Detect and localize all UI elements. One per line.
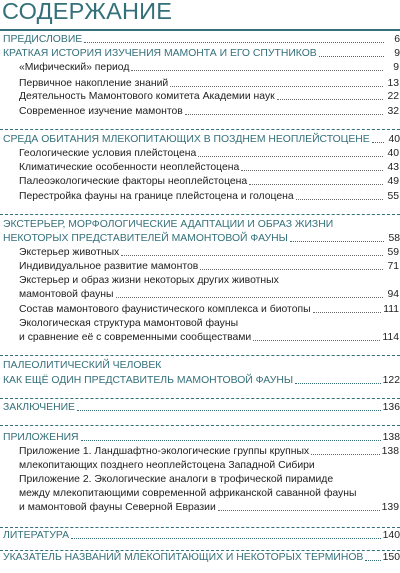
toc-entry-title: ПАЛЕОЛИТИЧЕСКИЙ ЧЕЛОВЕК: [3, 360, 162, 371]
toc-subsection-entry[interactable]: [0, 473, 400, 486]
dot-leader: [198, 155, 383, 157]
dot-leader: [313, 311, 382, 313]
toc-page-number: 122: [382, 375, 400, 386]
toc-subsection-entry[interactable]: [0, 459, 400, 472]
dot-leader: [121, 254, 383, 256]
toc-page-number: 59: [387, 247, 399, 258]
toc-subsection-entry[interactable]: [0, 274, 400, 287]
dot-leader: [311, 453, 380, 455]
toc-page-number: 55: [387, 191, 399, 202]
dot-leader: [290, 240, 384, 242]
section-divider: [0, 425, 400, 426]
toc-subsection-entry[interactable]: [0, 501, 400, 514]
toc-section-entry[interactable]: [0, 218, 400, 231]
dot-leader: [296, 198, 383, 200]
toc-section-entry[interactable]: [0, 232, 400, 245]
toc-subsection-entry[interactable]: [0, 61, 400, 74]
toc-entry-title: СРЕДА ОБИТАНИЯ МЛЕКОПИТАЮЩИХ В ПОЗДНЕМ НЕОПЛЕЙСТОЦЕНЕ: [3, 134, 370, 145]
section-divider: [0, 129, 400, 130]
toc-subsection-entry[interactable]: [0, 288, 400, 301]
dot-leader: [277, 98, 383, 100]
toc-page-number: 94: [387, 289, 399, 300]
toc-page-number: 136: [382, 402, 400, 413]
toc-section-entry[interactable]: [0, 529, 400, 542]
section-divider: [0, 355, 400, 356]
toc-entry-title: НЕКОТОРЫХ ПРЕДСТАВИТЕЛЕЙ МАМОНТОВОЙ ФАУНЫ: [3, 233, 288, 244]
toc-subsection-entry[interactable]: [0, 445, 400, 458]
toc-section-entry[interactable]: [0, 33, 400, 46]
toc-page-number: 138: [382, 432, 400, 443]
toc-entry-title: Современное изучение мамонтов: [19, 106, 183, 117]
dot-leader: [84, 41, 384, 43]
toc-subsection-entry[interactable]: [0, 260, 400, 273]
toc-page-number: 111: [383, 304, 399, 315]
toc-page-number: 71: [387, 261, 399, 272]
toc-entry-title: Первичное накопление знаний: [19, 78, 169, 89]
toc-section-entry[interactable]: [0, 133, 400, 146]
toc-entry-title: и сравнение её с современными сообществами: [19, 332, 252, 343]
toc-page-number: 58: [388, 233, 400, 244]
dot-leader: [200, 268, 383, 270]
page-title: СОДЕРЖАНИЕ: [2, 0, 173, 24]
toc-subsection-entry[interactable]: [0, 303, 400, 316]
toc-subsection-entry[interactable]: [0, 175, 400, 188]
toc-section-entry[interactable]: [0, 359, 400, 372]
toc-entry-title: ЗАКЛЮЧЕНИЕ: [3, 402, 75, 413]
toc-section-entry[interactable]: [0, 551, 400, 564]
toc-entry-title: мамонтовой фауны: [19, 289, 114, 300]
toc-entry-title: Перестройка фауны на границе плейстоцена и голоцена: [19, 191, 294, 202]
dot-leader: [365, 559, 380, 561]
toc-entry-title: Геологические условия плейстоцена: [19, 148, 197, 159]
toc-subsection-entry[interactable]: [0, 90, 400, 103]
toc-page-number: 32: [387, 106, 399, 117]
toc-page-number: 22: [387, 91, 399, 102]
dot-leader: [253, 339, 380, 341]
dot-leader: [218, 509, 380, 511]
dot-leader: [116, 296, 384, 298]
toc-page-number: 114: [382, 332, 399, 343]
toc-page-number: 43: [387, 162, 399, 173]
toc-page-number: 150: [382, 552, 400, 563]
dot-leader: [295, 382, 381, 384]
dot-leader: [71, 537, 381, 539]
toc-subsection-entry[interactable]: [0, 331, 400, 344]
toc-entry-title: Экстерьер животных: [19, 247, 120, 258]
toc-subsection-entry[interactable]: [0, 317, 400, 330]
toc-entry-title: ПРИЛОЖЕНИЯ: [3, 432, 79, 443]
toc-page-number: 9: [393, 62, 399, 73]
title-underline: [0, 29, 400, 31]
toc-page-number: 40: [387, 148, 399, 159]
toc-entry-title: Индивидуальное развитие мамонтов: [19, 261, 199, 272]
toc-subsection-entry[interactable]: [0, 246, 400, 259]
toc-entry-title: ПРЕДИСЛОВИЕ: [3, 34, 83, 45]
toc-subsection-entry[interactable]: [0, 105, 400, 118]
toc-entry-title: Климатические особенности неоплейстоцена: [19, 162, 240, 173]
toc-entry-title: Экологическая структура мамонтовой фауны: [19, 318, 239, 329]
toc-page-number: 140: [382, 530, 400, 541]
toc-section-entry[interactable]: [0, 374, 400, 387]
section-divider: [0, 527, 400, 528]
toc-page-number: 9: [394, 48, 400, 59]
toc-entry-title: Состав мамонтового фаунистического комплекса и биотопы: [19, 304, 311, 315]
toc-entry-title: ЭКСТЕРЬЕР, МОРФОЛОГИЧЕСКИЕ АДАПТАЦИИ И ОБРАЗ ЖИЗНИ: [3, 219, 334, 230]
dot-leader: [131, 69, 383, 71]
toc-page-number: 6: [394, 34, 400, 45]
toc-entry-title: Приложение 1. Ландшафтно-экологические группы крупных: [19, 446, 310, 457]
toc-entry-title: Приложение 2. Экологические аналоги в трофической пирамиде: [19, 474, 334, 485]
toc-entry-title: Деятельность Мамонтового комитета Академии наук: [19, 91, 275, 102]
toc-subsection-entry[interactable]: [0, 77, 400, 90]
dot-leader: [319, 55, 384, 57]
toc-entry-title: млекопитающих позднего неоплейстоцена Западной Сибири: [19, 460, 315, 471]
dot-leader: [249, 183, 383, 185]
toc-section-entry[interactable]: [0, 47, 400, 60]
toc-section-entry[interactable]: [0, 401, 400, 414]
toc-entry-title: УКАЗАТЕЛЬ НАЗВАНИЙ МЛЕКОПИТАЮЩИХ И НЕКОТОРЫХ ТЕРМИНОВ: [3, 552, 364, 563]
section-divider: [0, 214, 400, 215]
dot-leader: [81, 439, 381, 441]
toc-page-number: 49: [387, 176, 399, 187]
dot-leader: [77, 409, 381, 411]
dot-leader: [372, 141, 384, 143]
toc-page-number: 40: [388, 134, 400, 145]
dot-leader: [170, 85, 383, 87]
toc-subsection-entry[interactable]: [0, 161, 400, 174]
toc-entry-title: «Мифический» период: [19, 62, 130, 73]
toc-entry-title: между млекопитающими современной африканской саванной фауны: [19, 488, 357, 499]
toc-entry-title: КРАТКАЯ ИСТОРИЯ ИЗУЧЕНИЯ МАМОНТА И ЕГО СПУТНИКОВ: [3, 48, 317, 59]
toc-page-number: 138: [381, 446, 399, 457]
toc-subsection-entry[interactable]: [0, 147, 400, 160]
toc-entry-title: Экстерьер и образ жизни некоторых других животных: [19, 275, 279, 286]
toc-subsection-entry[interactable]: [0, 487, 400, 500]
toc-section-entry[interactable]: [0, 431, 400, 444]
section-divider: [0, 398, 400, 399]
toc-entry-title: ЛИТЕРАТУРА: [3, 530, 70, 541]
toc-entry-title: КАК ЕЩЁ ОДИН ПРЕДСТАВИТЕЛЬ МАМОНТОВОЙ ФАУНЫ: [3, 375, 294, 386]
toc-page-number: 139: [381, 502, 399, 513]
toc-entry-title: и мамонтовой фауны Северной Евразии: [19, 502, 216, 513]
toc-page-number: 13: [387, 78, 399, 89]
dot-leader: [241, 169, 383, 171]
toc-entry-title: Палеоэкологические факторы неоплейстоцена: [19, 176, 248, 187]
toc-subsection-entry[interactable]: [0, 190, 400, 203]
dot-leader: [185, 113, 383, 115]
